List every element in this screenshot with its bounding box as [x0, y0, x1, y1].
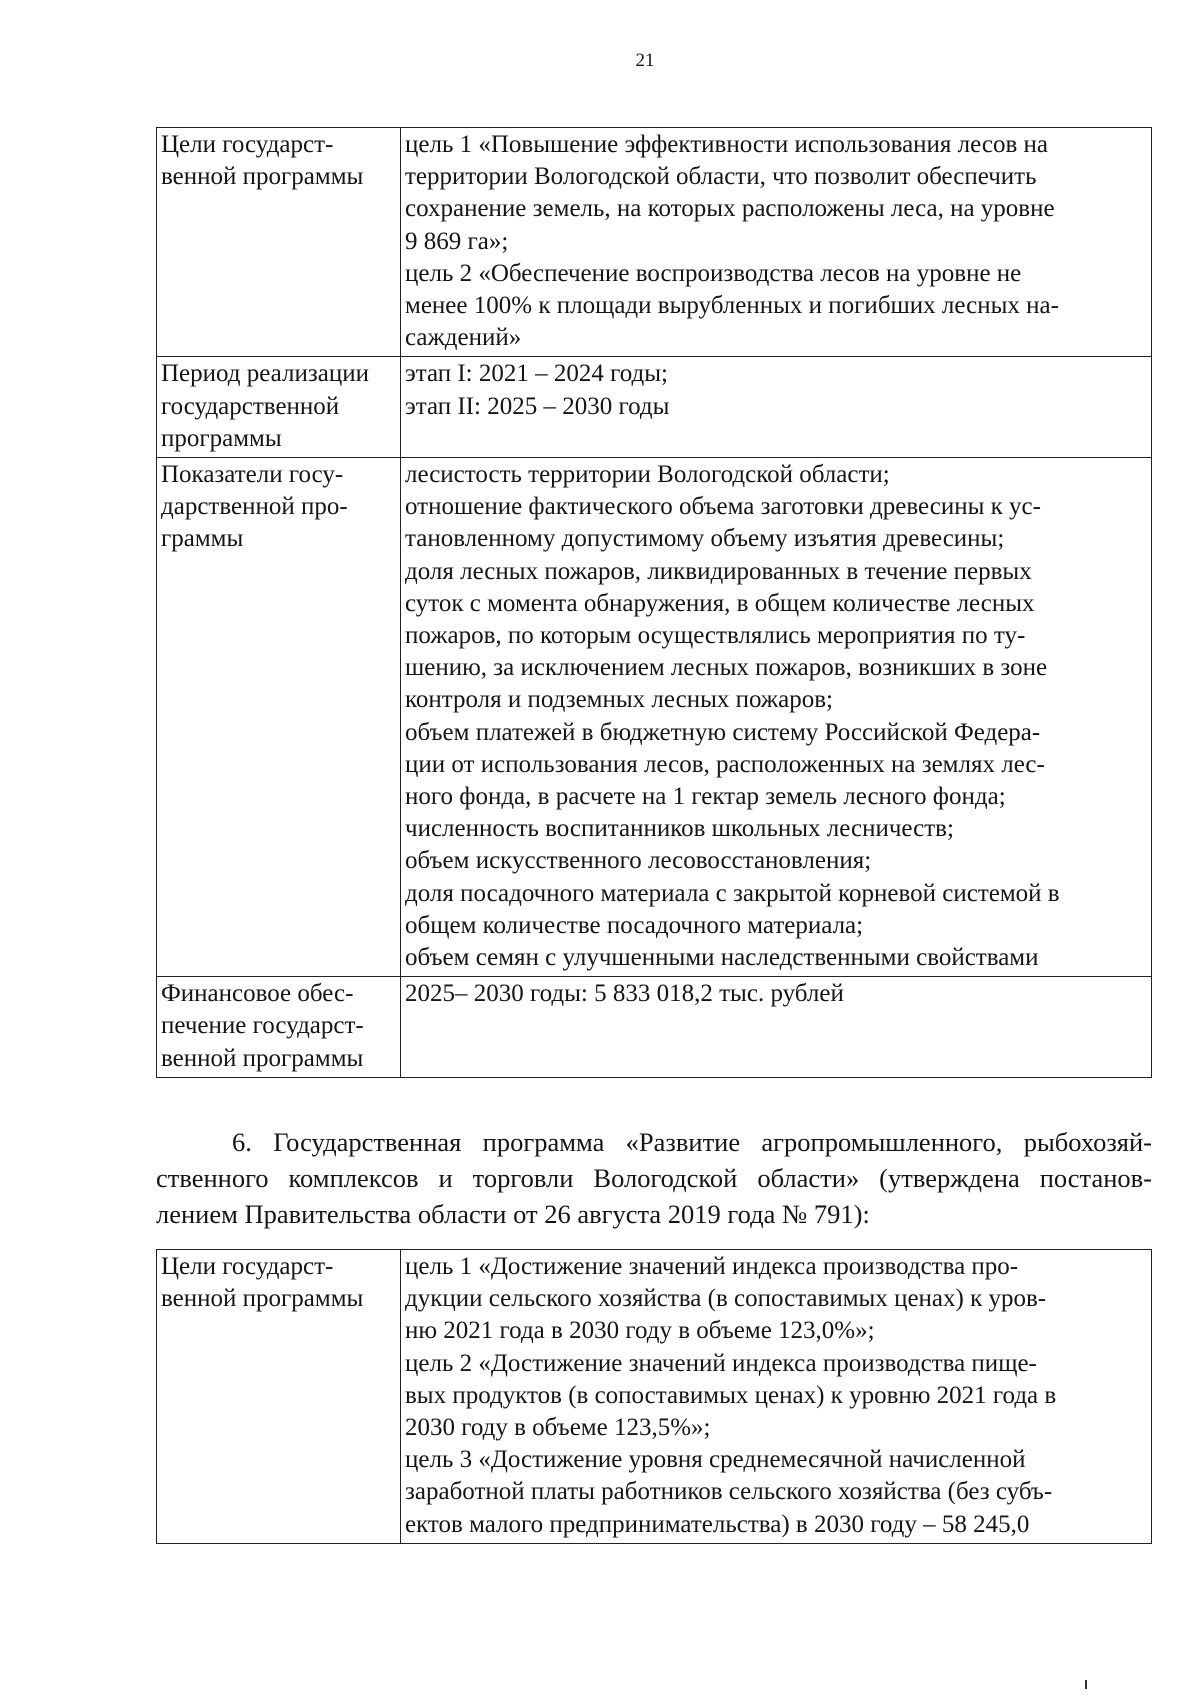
goals-value-line: менее 100% к площади вырубленных и погибших лесных на- [405, 292, 1059, 320]
scan-mark [1085, 1680, 1087, 1689]
indicators-label-cell [157, 458, 401, 977]
goals-value-line: 2030 году в объеме 123,5%»; [405, 1414, 711, 1442]
indicators-value-line: численность воспитанников школьных лесничеств; [405, 815, 954, 843]
goals-label-line: Цели государст- [161, 1253, 334, 1280]
goals-value-line: цель 3 «Достижение уровня среднемесячной начисленной [405, 1446, 1026, 1474]
goals-value-line: цель 1 «Повышение эффективности использования лесов на [405, 131, 1048, 158]
indicators-value-line: тановленному допустимому объему изъятия древесины; [405, 525, 1005, 553]
goals-label-cell [157, 1250, 401, 1544]
indicators-value-line: объем искусственного лесовосстановления; [405, 847, 872, 875]
program-passport-table-1 [156, 127, 1152, 1078]
goals-label-line: венной программы [161, 1285, 364, 1313]
goals-label-line: Цели государст- [161, 131, 334, 158]
goals-value-line: цель 2 «Достижение значений индекса производства пище- [405, 1349, 1037, 1377]
indicators-value-line: шению, за исключением лесных пожаров, возникших в зоне [405, 654, 1048, 682]
goals-value-line: ектов малого предпринимательства) в 2030 году – 58 245,0 [405, 1510, 1030, 1538]
period-label-line: программы [161, 424, 282, 452]
period-label-cell [157, 357, 401, 458]
finance-value-line: 2025– 2030 годы: 5 833 018,2 тыс. рублей [405, 980, 844, 1008]
goals-value-line: вых продуктов (в сопоставимых ценах) к уровню 2021 года в [405, 1381, 1057, 1409]
paragraph-line: лением Правительства области от 26 августа 2019 года № 791): [156, 1199, 870, 1229]
indicators-label-line: граммы [161, 525, 244, 553]
goals-value-cell [401, 128, 1152, 357]
goals-value-line: саждений» [405, 324, 522, 352]
finance-row [157, 977, 1152, 1078]
period-value-cell [401, 357, 1152, 458]
program-passport-table-2 [156, 1249, 1152, 1544]
goals-value-line: территории Вологодской области, что позволит обеспечить [405, 163, 1037, 191]
indicators-value-cell [401, 458, 1152, 977]
indicators-value-line: пожаров, по которым осуществлялись мероприятия по ту- [405, 622, 1026, 650]
goals-value-line: 9 869 га»; [405, 227, 509, 255]
page-number: 21 [635, 50, 655, 71]
goals-value-line: сохранение земель, на которых расположены леса, на уровне [405, 195, 1055, 223]
finance-label-line: венной программы [161, 1044, 364, 1072]
goals-value-line: цель 1 «Достижение значений индекса производства про- [405, 1253, 1019, 1280]
period-value-line: этап I: 2021 – 2024 годы; [405, 360, 669, 388]
goals-value-line: ню 2021 года в 2030 году в объеме 123,0%»; [405, 1317, 875, 1345]
indicators-row [157, 458, 1152, 977]
finance-label-line: печение государст- [161, 1012, 364, 1040]
indicators-value-line: объем платежей в бюджетную систему Российской Федера- [405, 718, 1041, 746]
indicators-value-line: ного фонда, в расчете на 1 гектар земель лесного фонда; [405, 783, 1006, 811]
indicators-value-line: общем количестве посадочного материала; [405, 911, 864, 939]
period-label-line: государственной [161, 392, 340, 420]
paragraph-line: 6. Государственная программа «Развитие агропромышленного, рыбохозяй- [232, 1127, 1152, 1157]
goals-label-line: венной программы [161, 163, 364, 191]
indicators-value-line: суток с момента обнаружения, в общем количестве лесных [405, 589, 1035, 617]
goals-label-cell [157, 128, 401, 357]
period-row [157, 357, 1152, 458]
goals-value-line: заработной платы работников сельского хозяйства (без субъ- [405, 1478, 1053, 1506]
period-value-line: этап II: 2025 – 2030 годы [405, 392, 670, 420]
indicators-label-line: дарственной про- [161, 493, 348, 521]
finance-value-cell [401, 977, 1152, 1078]
indicators-value-line: доля посадочного материала с закрытой корневой системой в [405, 879, 1060, 907]
goals-value-line: дукции сельского хозяйства (в сопоставимых ценах) к уров- [405, 1285, 1047, 1313]
goals-value-cell [401, 1250, 1152, 1544]
indicators-value-line: лесистость территории Вологодской области; [405, 461, 890, 489]
indicators-value-line: объем семян с улучшенными наследственными свойствами [405, 944, 1039, 972]
finance-label-cell [157, 977, 401, 1078]
section-6-paragraph [156, 1124, 1152, 1232]
goals-row [157, 128, 1152, 357]
period-label-line: Период реализации [161, 360, 369, 388]
indicators-value-line: доля лесных пожаров, ликвидированных в течение первых [405, 557, 1032, 585]
indicators-value-line: ции от использования лесов, расположенных на землях лес- [405, 750, 1045, 778]
finance-label-line: Финансовое обес- [161, 980, 354, 1008]
indicators-value-line: отношение фактического объема заготовки древесины к ус- [405, 493, 1041, 521]
goals-value-line: цель 2 «Обеспечение воспроизводства лесов на уровне не [405, 259, 1022, 287]
goals-row [157, 1250, 1152, 1544]
indicators-value-line: контроля и подземных лесных пожаров; [405, 686, 834, 714]
indicators-label-line: Показатели госу- [161, 461, 344, 489]
paragraph-line: ственного комплексов и торговли Вологодской области» (утверждена постанов- [156, 1163, 1152, 1193]
